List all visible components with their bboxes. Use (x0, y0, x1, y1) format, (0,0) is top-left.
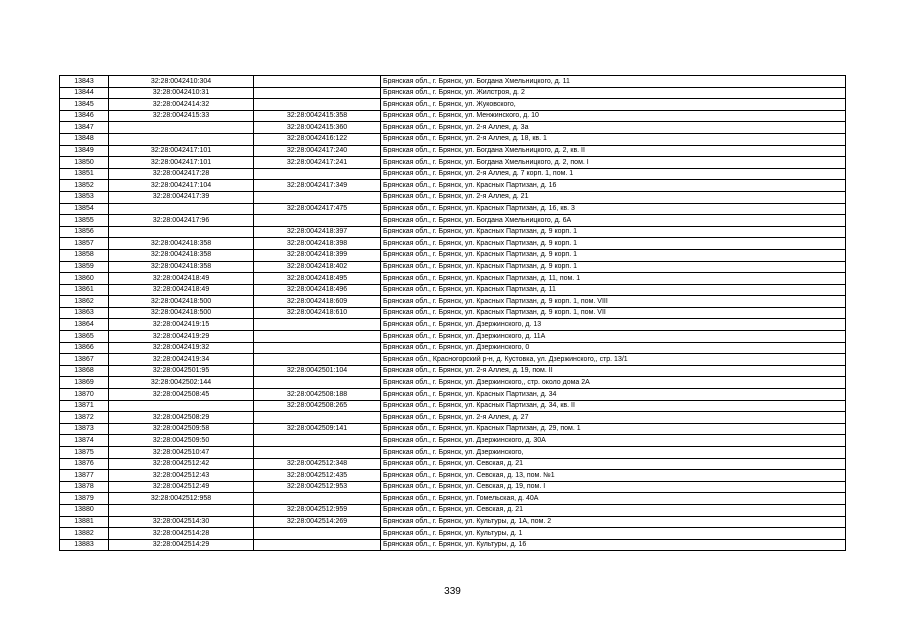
table-row (60, 342, 846, 354)
object-cadastral-number-cell: 32:28:0042418:609 (254, 296, 381, 308)
row-number-cell: 13857 (60, 238, 109, 250)
row-number-cell: 13845 (60, 99, 109, 111)
cadastral-number-cell: 32:28:0042514:30 (109, 516, 254, 528)
cadastral-number-cell (109, 504, 254, 516)
row-number-cell: 13881 (60, 516, 109, 528)
object-cadastral-number-cell (254, 493, 381, 505)
cadastral-number-cell: 32:28:0042512:49 (109, 481, 254, 493)
address-cell: Брянская обл., г. Брянск, ул. Жилстроя, д. 2 (381, 87, 846, 99)
address-cell: Брянская обл., г. Брянск, ул. Красных Партизан, д. 9 корп. 1 (381, 261, 846, 273)
cadastral-number-cell: 32:28:0042419:15 (109, 319, 254, 331)
row-number-cell: 13875 (60, 447, 109, 459)
object-cadastral-number-cell (254, 342, 381, 354)
row-number-cell: 13879 (60, 493, 109, 505)
address-cell: Брянская обл., г. Брянск, ул. 2-я Аллея, д. 7 корп. 1, пом. 1 (381, 168, 846, 180)
page-number: 339 (444, 586, 461, 597)
object-cadastral-number-cell: 32:28:0042508:265 (254, 400, 381, 412)
cadastral-number-cell: 32:28:0042514:28 (109, 528, 254, 540)
object-cadastral-number-cell (254, 215, 381, 227)
object-cadastral-number-cell: 32:28:0042512:348 (254, 458, 381, 470)
object-cadastral-number-cell (254, 447, 381, 459)
object-cadastral-number-cell: 32:28:0042418:496 (254, 284, 381, 296)
row-number-cell: 13846 (60, 110, 109, 122)
address-cell: Брянская обл., г. Брянск, ул. 2-я Аллея, д. 3а (381, 122, 846, 134)
cadastral-number-cell: 32:28:0042419:34 (109, 354, 254, 366)
table-row (60, 447, 846, 459)
row-number-cell: 13871 (60, 400, 109, 412)
row-number-cell: 13862 (60, 296, 109, 308)
row-number-cell: 13850 (60, 157, 109, 169)
object-cadastral-number-cell: 32:28:0042512:435 (254, 470, 381, 482)
address-cell: Брянская обл., г. Брянск, ул. Красных Партизан, д. 11, пом. 1 (381, 273, 846, 285)
address-cell: Брянская обл., г. Брянск, ул. Богдана Хмельницкого, д. 6А (381, 215, 846, 227)
address-cell: Брянская обл., г. Брянск, ул. Богдана Хмельницкого, д. 2, пом. I (381, 157, 846, 169)
row-number-cell: 13877 (60, 470, 109, 482)
cadastral-number-cell: 32:28:0042418:49 (109, 284, 254, 296)
address-cell: Брянская обл., г. Брянск, ул. Культуры, д. 16 (381, 539, 846, 551)
address-cell: Брянская обл., г. Брянск, ул. Севская, д. 21 (381, 504, 846, 516)
table-row (60, 458, 846, 470)
object-cadastral-number-cell: 32:28:0042416:122 (254, 133, 381, 145)
address-cell: Брянская обл., г. Брянск, ул. Красных Партизан, д. 29, пом. 1 (381, 423, 846, 435)
row-number-cell: 13864 (60, 319, 109, 331)
table-row (60, 168, 846, 180)
table-row (60, 284, 846, 296)
object-cadastral-number-cell: 32:28:0042514:269 (254, 516, 381, 528)
row-number-cell: 13867 (60, 354, 109, 366)
row-number-cell: 13859 (60, 261, 109, 273)
address-cell: Брянская обл., г. Брянск, ул. Красных Партизан, д. 9 корп. 1 (381, 249, 846, 261)
address-cell: Брянская обл., г. Брянск, ул. Севская, д. 19, пом. I (381, 481, 846, 493)
address-cell: Брянская обл., г. Брянск, ул. Богдана Хмельницкого, д. 2, кв. II (381, 145, 846, 157)
cadastral-number-cell: 32:28:0042419:29 (109, 331, 254, 343)
cadastral-number-cell: 32:28:0042509:58 (109, 423, 254, 435)
table-row (60, 470, 846, 482)
address-cell: Брянская обл., г. Брянск, ул. Красных Партизан, д. 34, кв. II (381, 400, 846, 412)
table-row (60, 423, 846, 435)
table-row (60, 122, 846, 134)
object-cadastral-number-cell (254, 539, 381, 551)
address-cell: Брянская обл., г. Брянск, ул. Красных Партизан, д. 9 корп. 1 (381, 238, 846, 250)
table-row (60, 180, 846, 192)
row-number-cell: 13843 (60, 76, 109, 88)
property-table (59, 75, 846, 551)
object-cadastral-number-cell: 32:28:0042418:495 (254, 273, 381, 285)
cadastral-number-cell: 32:28:0042417:28 (109, 168, 254, 180)
row-number-cell: 13848 (60, 133, 109, 145)
row-number-cell: 13860 (60, 273, 109, 285)
cadastral-number-cell (109, 400, 254, 412)
address-cell: Брянская обл., г. Брянск, ул. 2-я Аллея, д. 19, пом. II (381, 365, 846, 377)
table-row (60, 389, 846, 401)
address-cell: Брянская обл., г. Брянск, ул. Менжинского, д. 10 (381, 110, 846, 122)
cadastral-number-cell: 32:28:0042418:49 (109, 273, 254, 285)
object-cadastral-number-cell (254, 412, 381, 424)
table-row (60, 493, 846, 505)
object-cadastral-number-cell (254, 377, 381, 389)
address-cell: Брянская обл., г. Брянск, ул. Красных Партизан, д. 11 (381, 284, 846, 296)
cadastral-number-cell: 32:28:0042417:104 (109, 180, 254, 192)
address-cell: Брянская обл., г. Брянск, ул. Гомельская, д. 40А (381, 493, 846, 505)
cadastral-number-cell: 32:28:0042508:45 (109, 389, 254, 401)
address-cell: Брянская обл., г. Брянск, ул. Дзержинского,, стр. около дома 2А (381, 377, 846, 389)
object-cadastral-number-cell (254, 191, 381, 203)
table-row (60, 377, 846, 389)
table-row (60, 504, 846, 516)
object-cadastral-number-cell: 32:28:0042415:358 (254, 110, 381, 122)
table-row (60, 435, 846, 447)
table-row (60, 365, 846, 377)
address-cell: Брянская обл., г. Брянск, ул. Красных Партизан, д. 16 (381, 180, 846, 192)
row-number-cell: 13844 (60, 87, 109, 99)
address-cell: Брянская обл., г. Брянск, ул. Дзержинского, 0 (381, 342, 846, 354)
address-cell: Брянская обл., г. Брянск, ул. Красных Партизан, д. 9 корп. 1, пом. VII (381, 307, 846, 319)
row-number-cell: 13858 (60, 249, 109, 261)
row-number-cell: 13872 (60, 412, 109, 424)
object-cadastral-number-cell: 32:28:0042418:402 (254, 261, 381, 273)
object-cadastral-number-cell (254, 168, 381, 180)
object-cadastral-number-cell: 32:28:0042417:241 (254, 157, 381, 169)
table-row (60, 249, 846, 261)
row-number-cell: 13878 (60, 481, 109, 493)
object-cadastral-number-cell: 32:28:0042418:399 (254, 249, 381, 261)
row-number-cell: 13855 (60, 215, 109, 227)
cadastral-number-cell: 32:28:0042418:358 (109, 261, 254, 273)
table-row (60, 354, 846, 366)
cadastral-number-cell: 32:28:0042509:50 (109, 435, 254, 447)
row-number-cell: 13865 (60, 331, 109, 343)
address-cell: Брянская обл., Красногорский р-н, д. Кустовка, ул. Дзержинского,, стр. 13/1 (381, 354, 846, 366)
cadastral-number-cell: 32:28:0042417:96 (109, 215, 254, 227)
table-row (60, 296, 846, 308)
table-row (60, 191, 846, 203)
cadastral-number-cell: 32:28:0042512:42 (109, 458, 254, 470)
address-cell: Брянская обл., г. Брянск, ул. Культуры, д. 1 (381, 528, 846, 540)
row-number-cell: 13883 (60, 539, 109, 551)
cadastral-number-cell: 32:28:0042418:500 (109, 296, 254, 308)
address-cell: Брянская обл., г. Брянск, ул. Богдана Хмельницкого, д. 11 (381, 76, 846, 88)
object-cadastral-number-cell: 32:28:0042501:104 (254, 365, 381, 377)
object-cadastral-number-cell: 32:28:0042418:610 (254, 307, 381, 319)
address-cell: Брянская обл., г. Брянск, ул. Жуковского, (381, 99, 846, 111)
row-number-cell: 13854 (60, 203, 109, 215)
table-row (60, 203, 846, 215)
object-cadastral-number-cell: 32:28:0042417:475 (254, 203, 381, 215)
cadastral-number-cell: 32:28:0042512:958 (109, 493, 254, 505)
address-cell: Брянская обл., г. Брянск, ул. Севская, д. 21 (381, 458, 846, 470)
row-number-cell: 13869 (60, 377, 109, 389)
row-number-cell: 13863 (60, 307, 109, 319)
row-number-cell: 13882 (60, 528, 109, 540)
row-number-cell: 13861 (60, 284, 109, 296)
object-cadastral-number-cell: 32:28:0042417:349 (254, 180, 381, 192)
table-row (60, 238, 846, 250)
object-cadastral-number-cell (254, 331, 381, 343)
address-cell: Брянская обл., г. Брянск, ул. Красных Партизан, д. 9 корп. 1 (381, 226, 846, 238)
address-cell: Брянская обл., г. Брянск, ул. Дзержинского, д. 11А (381, 331, 846, 343)
row-number-cell: 13853 (60, 191, 109, 203)
address-cell: Брянская обл., г. Брянск, ул. Красных Партизан, д. 9 корп. 1, пом. VIII (381, 296, 846, 308)
cadastral-number-cell (109, 122, 254, 134)
row-number-cell: 13874 (60, 435, 109, 447)
cadastral-number-cell: 32:28:0042410:304 (109, 76, 254, 88)
cadastral-number-cell: 32:28:0042508:29 (109, 412, 254, 424)
address-cell: Брянская обл., г. Брянск, ул. Культуры, д. 1А, пом. 2 (381, 516, 846, 528)
cadastral-number-cell: 32:28:0042415:33 (109, 110, 254, 122)
table-row (60, 110, 846, 122)
row-number-cell: 13876 (60, 458, 109, 470)
address-cell: Брянская обл., г. Брянск, ул. 2-я Аллея, д. 21 (381, 191, 846, 203)
cadastral-number-cell: 32:28:0042417:101 (109, 145, 254, 157)
table-row (60, 481, 846, 493)
table-row (60, 261, 846, 273)
object-cadastral-number-cell: 32:28:0042512:959 (254, 504, 381, 516)
row-number-cell: 13849 (60, 145, 109, 157)
object-cadastral-number-cell (254, 354, 381, 366)
object-cadastral-number-cell: 32:28:0042512:953 (254, 481, 381, 493)
cadastral-number-cell (109, 133, 254, 145)
table-row (60, 273, 846, 285)
row-number-cell: 13870 (60, 389, 109, 401)
cadastral-number-cell: 32:28:0042512:43 (109, 470, 254, 482)
object-cadastral-number-cell: 32:28:0042508:188 (254, 389, 381, 401)
address-cell: Брянская обл., г. Брянск, ул. Дзержинского, (381, 447, 846, 459)
object-cadastral-number-cell (254, 76, 381, 88)
table-row (60, 400, 846, 412)
cadastral-number-cell: 32:28:0042417:101 (109, 157, 254, 169)
table-row (60, 528, 846, 540)
table-row (60, 87, 846, 99)
cadastral-number-cell (109, 226, 254, 238)
table-row (60, 226, 846, 238)
table-row (60, 99, 846, 111)
address-cell: Брянская обл., г. Брянск, ул. Дзержинского, д. 30А (381, 435, 846, 447)
table-row (60, 539, 846, 551)
table-row (60, 133, 846, 145)
cadastral-number-cell: 32:28:0042418:500 (109, 307, 254, 319)
table-body (60, 76, 846, 551)
row-number-cell: 13866 (60, 342, 109, 354)
cadastral-number-cell: 32:28:0042510:47 (109, 447, 254, 459)
row-number-cell: 13868 (60, 365, 109, 377)
row-number-cell: 13873 (60, 423, 109, 435)
cadastral-number-cell: 32:28:0042418:358 (109, 238, 254, 250)
cadastral-number-cell: 32:28:0042414:32 (109, 99, 254, 111)
cadastral-number-cell: 32:28:0042501:95 (109, 365, 254, 377)
cadastral-number-cell: 32:28:0042410:31 (109, 87, 254, 99)
row-number-cell: 13852 (60, 180, 109, 192)
table-row (60, 145, 846, 157)
cadastral-number-cell (109, 203, 254, 215)
table-row (60, 412, 846, 424)
table-row (60, 215, 846, 227)
table-row (60, 319, 846, 331)
row-number-cell: 13880 (60, 504, 109, 516)
address-cell: Брянская обл., г. Брянск, ул. 2-я Аллея, д. 18, кв. 1 (381, 133, 846, 145)
row-number-cell: 13847 (60, 122, 109, 134)
object-cadastral-number-cell (254, 435, 381, 447)
object-cadastral-number-cell: 32:28:0042415:360 (254, 122, 381, 134)
address-cell: Брянская обл., г. Брянск, ул. Красных Партизан, д. 16, кв. 3 (381, 203, 846, 215)
address-cell: Брянская обл., г. Брянск, ул. 2-я Аллея, д. 27 (381, 412, 846, 424)
row-number-cell: 13851 (60, 168, 109, 180)
object-cadastral-number-cell (254, 319, 381, 331)
row-number-cell: 13856 (60, 226, 109, 238)
object-cadastral-number-cell: 32:28:0042417:240 (254, 145, 381, 157)
table-row (60, 76, 846, 88)
cadastral-number-cell: 32:28:0042514:29 (109, 539, 254, 551)
object-cadastral-number-cell (254, 528, 381, 540)
object-cadastral-number-cell (254, 87, 381, 99)
address-cell: Брянская обл., г. Брянск, ул. Дзержинского, д. 13 (381, 319, 846, 331)
object-cadastral-number-cell (254, 99, 381, 111)
cadastral-number-cell: 32:28:0042417:39 (109, 191, 254, 203)
table-row (60, 516, 846, 528)
object-cadastral-number-cell: 32:28:0042418:397 (254, 226, 381, 238)
address-cell: Брянская обл., г. Брянск, ул. Севская, д. 13, пом. №1 (381, 470, 846, 482)
table-row (60, 307, 846, 319)
cadastral-number-cell: 32:28:0042418:358 (109, 249, 254, 261)
cadastral-number-cell: 32:28:0042502:144 (109, 377, 254, 389)
address-cell: Брянская обл., г. Брянск, ул. Красных Партизан, д. 34 (381, 389, 846, 401)
object-cadastral-number-cell: 32:28:0042509:141 (254, 423, 381, 435)
table-row (60, 331, 846, 343)
table-row (60, 157, 846, 169)
object-cadastral-number-cell: 32:28:0042418:398 (254, 238, 381, 250)
cadastral-number-cell: 32:28:0042419:32 (109, 342, 254, 354)
